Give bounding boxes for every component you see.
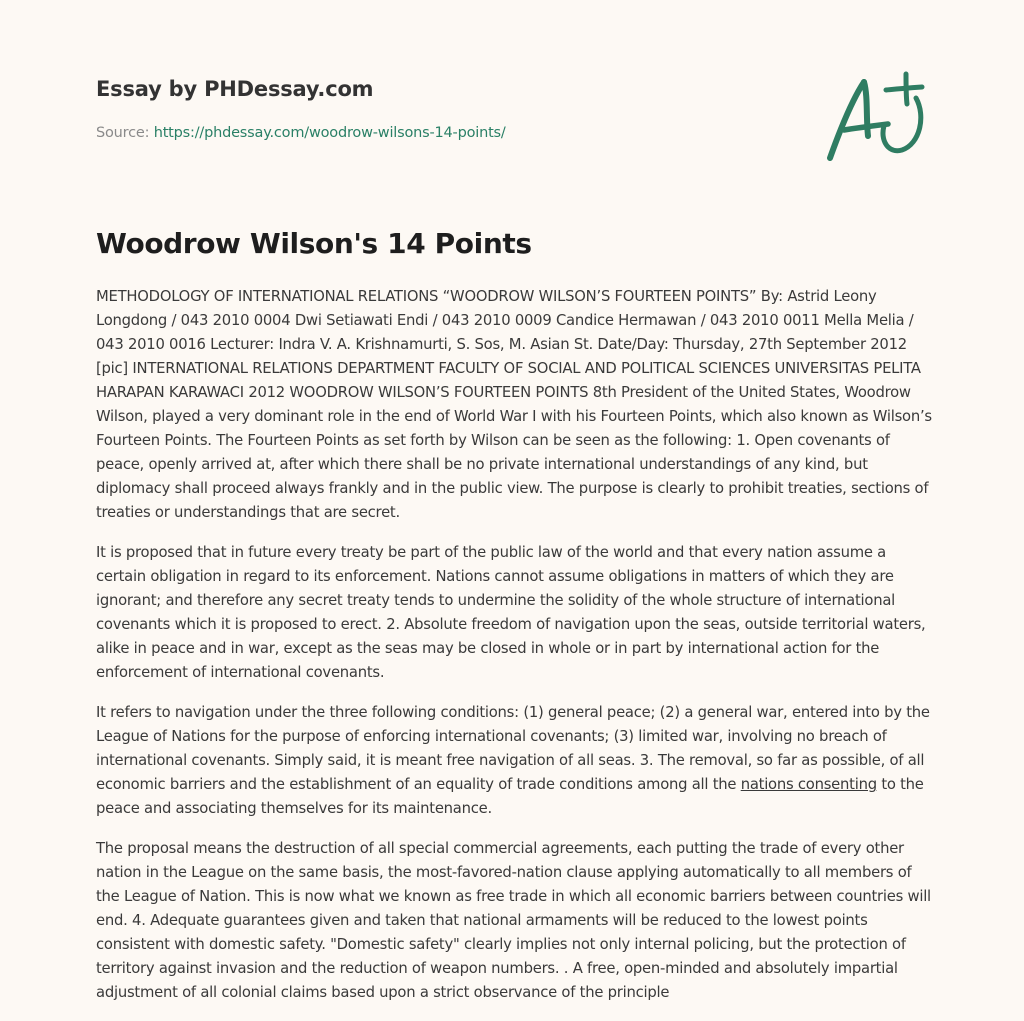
source-label: Source: [96,125,154,141]
nations-consenting-link[interactable]: nations consenting [740,776,877,793]
a-plus-grade-icon [822,68,928,164]
page-title: Woodrow Wilson's 14 Points [96,227,532,260]
paragraph-text: It refers to navigation under the three following conditions: (1) general peace; (2) a general war, entered into by the League of Nations for the purpose of enforcing international covenants; (3) limited war, involving no breach of international covenants. Simply said, it is meant free navigation of all seas. 3. The removal, so far as possible, of all economic barriers and the establishment of an equality of trade conditions among all the [96,704,930,793]
article-paragraph: It is proposed that in future every treaty be part of the public law of the world and that every nation assume a certain obligation in regard to its enforcement. Nations cannot assume obligations in matters of which they are ignorant; and therefore any secret treaty tends to undermine the solidity of the whole structure of international covenants which it is proposed to erect. 2. Absolute freedom of navigation upon the seas, outside territorial waters, alike in peace and in war, except as the seas may be closed in whole or in part by international action for the enforcement of international covenants. [96,544,926,681]
site-title: Essay by PHDessay.com [96,77,374,101]
article-paragraph: METHODOLOGY OF INTERNATIONAL RELATIONS “WOODROW WILSON’S FOURTEEN POINTS” By: Astrid Leony Longdong / 043 2010 0004 Dwi Setiawati Endi / 043 2010 0009 Candice Hermawan / 043 2010 0011 Mella Melia / 043 2010 0016 Lecturer: Indra V. A. Krishnamurti, S. Sos, M. Asian St. Date/Day: Thursday, 27th September 2012 [pic] INTERNATIONAL RELATIONS DEPARTMENT FACULTY OF SOCIAL AND POLITICAL SCIENCES UNIVERSITAS PELITA HARAPAN KARAWACI 2012 WOODROW WILSON’S FOURTEEN POINTS 8th President of the United States, Woodrow Wilson, played a very dominant role in the end of World War I with his Fourteen Points, which also known as Wilson’s Fourteen Points. The Fourteen Points as set forth by Wilson can be seen as the following: 1. Open covenants of peace, openly arrived at, after which there shall be no private international understandings of any kind, but diplomacy shall proceed always frankly and in the public view. The purpose is clearly to prohibit treaties, sections of treaties or understandings that are secret. [96,288,932,521]
paragraph-text: to the peace and associating themselves for its maintenance. [96,776,924,817]
article-paragraph [96,701,932,821]
source-line [96,123,936,143]
essay-header [96,74,936,143]
article-body [96,285,932,1021]
source-link[interactable]: https://phdessay.com/woodrow-wilsons-14-points/ [153,125,506,141]
article-paragraph: The proposal means the destruction of all special commercial agreements, each putting the trade of every other nation in the League on the same basis, the most-favored-nation clause applying automatically to all members of the League of Nation. This is now what we known as free trade in which all economic barriers between countries will end. 4. Adequate guarantees given and taken that national armaments will be reduced to the lowest points consistent with domestic safety. "Domestic safety" clearly implies not only internal policing, but the protection of territory against invasion and the reduction of weapon numbers. . A free, open-minded and absolutely impartial adjustment of all colonial claims based upon a strict observance of the principle [96,840,931,1001]
